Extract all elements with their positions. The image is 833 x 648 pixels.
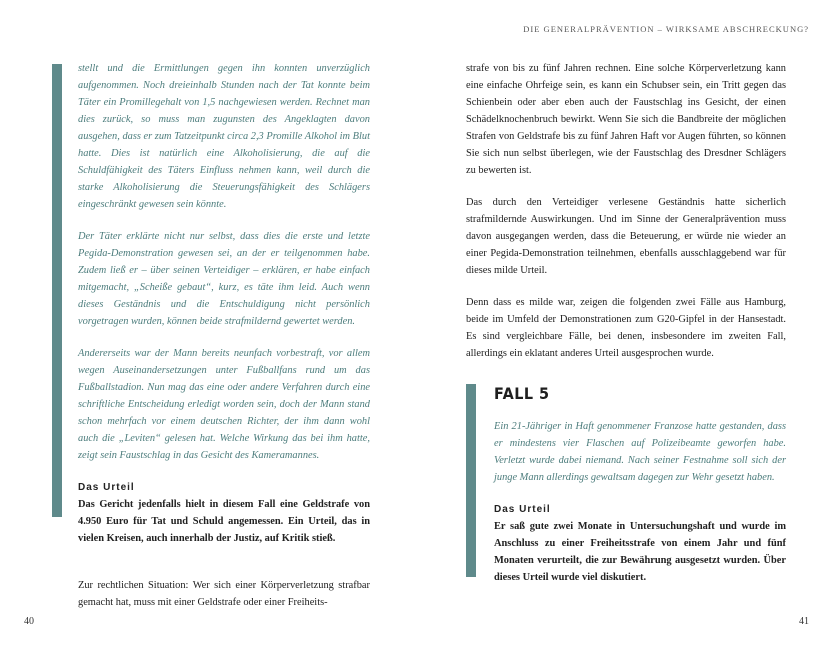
right-paragraph-1: strafe von bis zu fünf Jahren rechnen. Eine solche Körperverletzung kann eine einfache Ohrfeige sein, es kann ein Schubser sein, ein Tritt gegen das Schienbein oder aber eben auch der Faustschlag ins Gesicht, der einen Schädelknochenbruch bewirkt. Wenn Sie sich die Bandbreite der möglichen Strafen von Geldstrafe bis zu fünf Jahren Haft vor Augen führten, so können Sie sich nun selbst überlegen, wie der Faustschlag des Dresdner Schlägers zu bewerten ist. [466,63,786,176]
left-normal-paragraph: Zur rechtlichen Situation: Wer sich einer Körperverletzung strafbar gemacht hat, muss mit einer Geldstrafe oder einer Freiheits- [78,580,370,608]
right-urteil-label: Das Urteil [494,504,551,515]
left-urteil-label: Das Urteil [78,482,135,493]
left-page [78,60,370,611]
left-italic-paragraph-2: Der Täter erklärte nicht nur selbst, dass dies die erste und letzte Pegida-Demonstration gewesen sei, an der er teilgenommen habe. Zudem ließ er – über seinen Verteidiger – erklären, er habe einfach mitgemacht, „Scheiße gebaut“, kurz, es täte ihm leid. Auch wenn dieses Geständnis und die Entschuldigung nicht persönlich vorgetragen wurden, können beide strafmildernd gewertet werden. [78,231,370,327]
right-paragraph-3: Denn dass es milde war, zeigen die folgenden zwei Fälle aus Hamburg, beide im Umfeld der Demonstrationen zum G20-Gipfel in der Hansestadt. Es sind vergleichbare Fälle, bei denen, insbesondere im zweiten Fall, allerdings ein eklatant anderes Urteil ausgesprochen wurde. [466,297,786,359]
fall-title: FALL 5 [494,384,550,403]
running-head: DIE GENERALPRÄVENTION – WIRKSAME ABSCHRECKUNG? [523,24,809,34]
right-accent-bar [466,384,476,577]
left-italic-paragraph-3: Andererseits war der Mann bereits neunfach vorbestraft, vor allem wegen Auseinandersetzungen unter Fußballfans rund um das Fußballstadion. Nun mag das eine oder andere Verfahren durch eine schriftliche Entscheidung erledigt worden sein, doch der Mann stand schon mehrfach vor einem deutschen Richter, der ihm dann wohl auch die „Leviten“ gelesen hat. Welche Wirkung das bei ihm hatte, zeigt sein Faustschlag in das Gesicht des Kameramannes. [78,348,370,461]
page-number-left: 40 [24,616,34,627]
fall-5-block [494,384,786,586]
left-italic-paragraph-1: stellt und die Ermittlungen gegen ihn konnten unverzüglich aufgenommen. Noch dreieinhalb Stunden nach der Tat konnte beim Täter ein Promillegehalt von 1,5 nachgewiesen werden. Rechnet man dies zurück, so muss man zugunsten des Angeklagten davon ausgehen, dass er zum Tatzeitpunkt circa 2,3 Promille Alkohol im Blut hatte. Dies ist natürlich eine Alkoholisierung, die auf die Schuldfähigkeit des Täters Einfluss nehmen kann, weil durch die starke Alkoholisierung die Steuerungsfähigkeit des Schlägers eingeschränkt gewesen sein könnte. [78,63,370,210]
fall-italic-text: Ein 21-Jähriger in Haft genommener Franzose hatte gestanden, dass er mindestens vier Flaschen auf Polizeibeamte geworfen habe. Verletzt wurde dabei niemand. Nach seiner Festnahme soll sich der junge Mann allerdings gewaltsam dagegen zur Wehr gesetzt haben. [494,421,786,483]
left-urteil-text: Das Gericht jedenfalls hielt in diesem Fall eine Geldstrafe von 4.950 Euro für Tat und Schuld angemessen. Ein Urteil, das in vielen Kreisen, auch innerhalb der Justiz, auf Kritik stieß. [78,499,370,544]
right-page [466,60,786,362]
page-number-right: 41 [799,616,809,627]
right-urteil-text: Er saß gute zwei Monate in Untersuchungshaft und wurde im Anschluss zu einer Freiheitsstrafe von einem Jahr und fünf Monaten verurteilt, die zur Bewährung ausgesetzt wurden. Über dieses Urteil wurde viel diskutiert. [494,521,786,583]
right-paragraph-2: Das durch den Verteidiger verlesene Geständnis hatte sicherlich strafmildernde Auswirkungen. Und im Sinne der Generalprävention muss davon ausgegangen werden, dass die Beteuerung, er würde nie wieder an einer Pegida-Demonstration teilnehmen, ebenfalls ausschlaggebend war für dieses milde Urteil. [466,197,786,276]
left-accent-bar [52,64,62,517]
